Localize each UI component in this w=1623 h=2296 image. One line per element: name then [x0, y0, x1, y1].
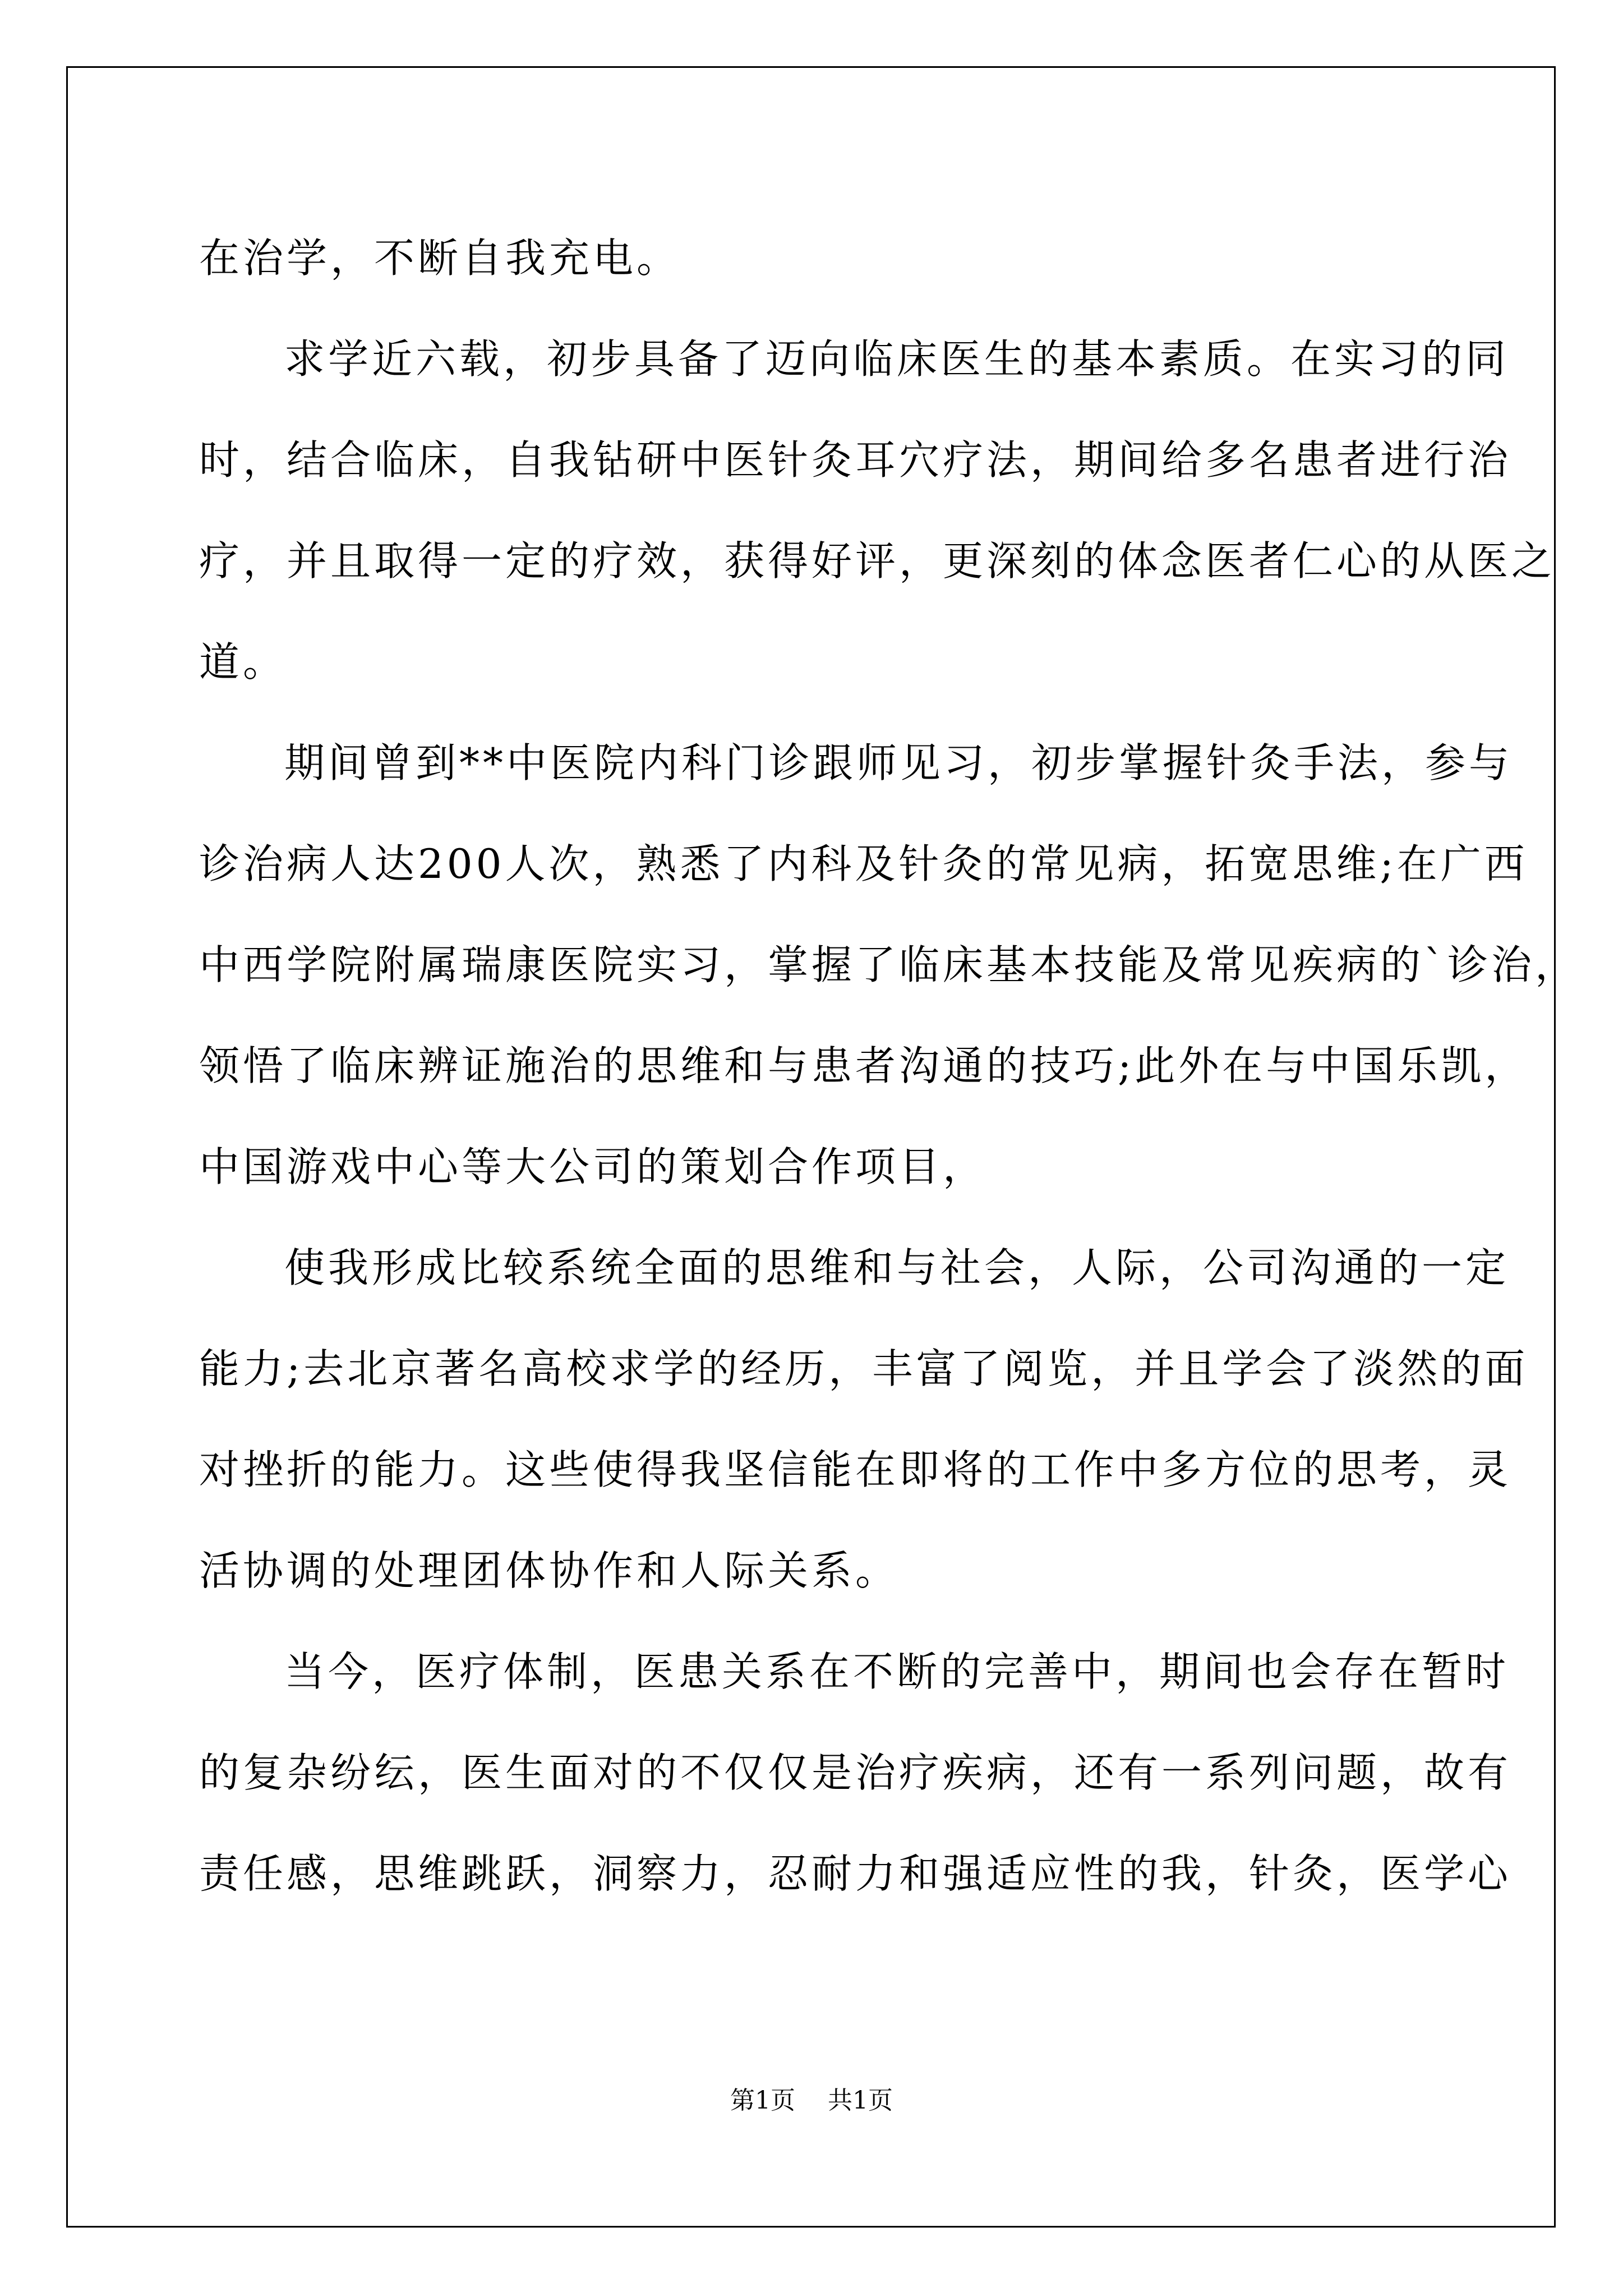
paragraph-1 [199, 208, 1424, 309]
text-line: 的复杂纷纭，医生面对的不仅仅是治疗疾病，还有一系列问题，故有 [199, 1749, 1512, 1796]
paragraph-2 [199, 309, 1556, 712]
text-line: 领悟了临床辨证施治的思维和与患者沟通的技巧;此外在与中国乐凯， [199, 1042, 1529, 1089]
text-line: 诊治病人达200人次，熟悉了内科及针灸的常见病，拓宽思维;在广西 [199, 840, 1528, 887]
text-line: 道。 [199, 638, 287, 685]
text-line: 使我形成比较系统全面的思维和与社会，人际，公司沟通的一定 [284, 1244, 1510, 1291]
text-line: 能力;去北京著名高校求学的经历，丰富了阅览，并且学会了淡然的面 [199, 1345, 1529, 1392]
text-line: 时，结合临床，自我钻研中医针灸耳穴疗法，期间给多名患者进行治 [199, 436, 1512, 484]
text-line: 中西学院附属瑞康医院实习，掌握了临床基本技能及常见疾病的`诊治， [199, 941, 1579, 988]
text-line: 责任感，思维跳跃，洞察力，忍耐力和强适应性的我，针灸，医学心 [199, 1850, 1512, 1897]
paragraph-3 [199, 712, 1579, 1217]
text-line: 期间曾到**中医院内科门诊跟师见习，初步掌握针灸手法，参与 [284, 739, 1513, 786]
text-line: 当今，医疗体制，医患关系在不断的完善中，期间也会存在暂时 [284, 1648, 1510, 1695]
paragraph-5 [199, 1621, 1512, 1924]
text-line: 求学近六载，初步具备了迈向临床医生的基本素质。在实习的同 [284, 335, 1510, 383]
document-body [199, 208, 1579, 1924]
page-footer [0, 2080, 1623, 2116]
text-line: 对挫折的能力。这些使得我坚信能在即将的工作中多方位的思考，灵 [199, 1446, 1512, 1493]
text-line: 中国游戏中心等大公司的策划合作项目， [199, 1143, 987, 1190]
text-line: 活协调的处理团体协作和人际关系。 [199, 1547, 900, 1594]
text-line: 在治学，不断自我充电。 [199, 234, 681, 282]
paragraph-4 [199, 1217, 1529, 1621]
page-total: 共1页 [828, 2086, 893, 2115]
text-line: 疗，并且取得一定的疗效，获得好评，更深刻的体念医者仁心的从医之 [199, 537, 1556, 585]
page-number: 第1页 [730, 2086, 795, 2115]
